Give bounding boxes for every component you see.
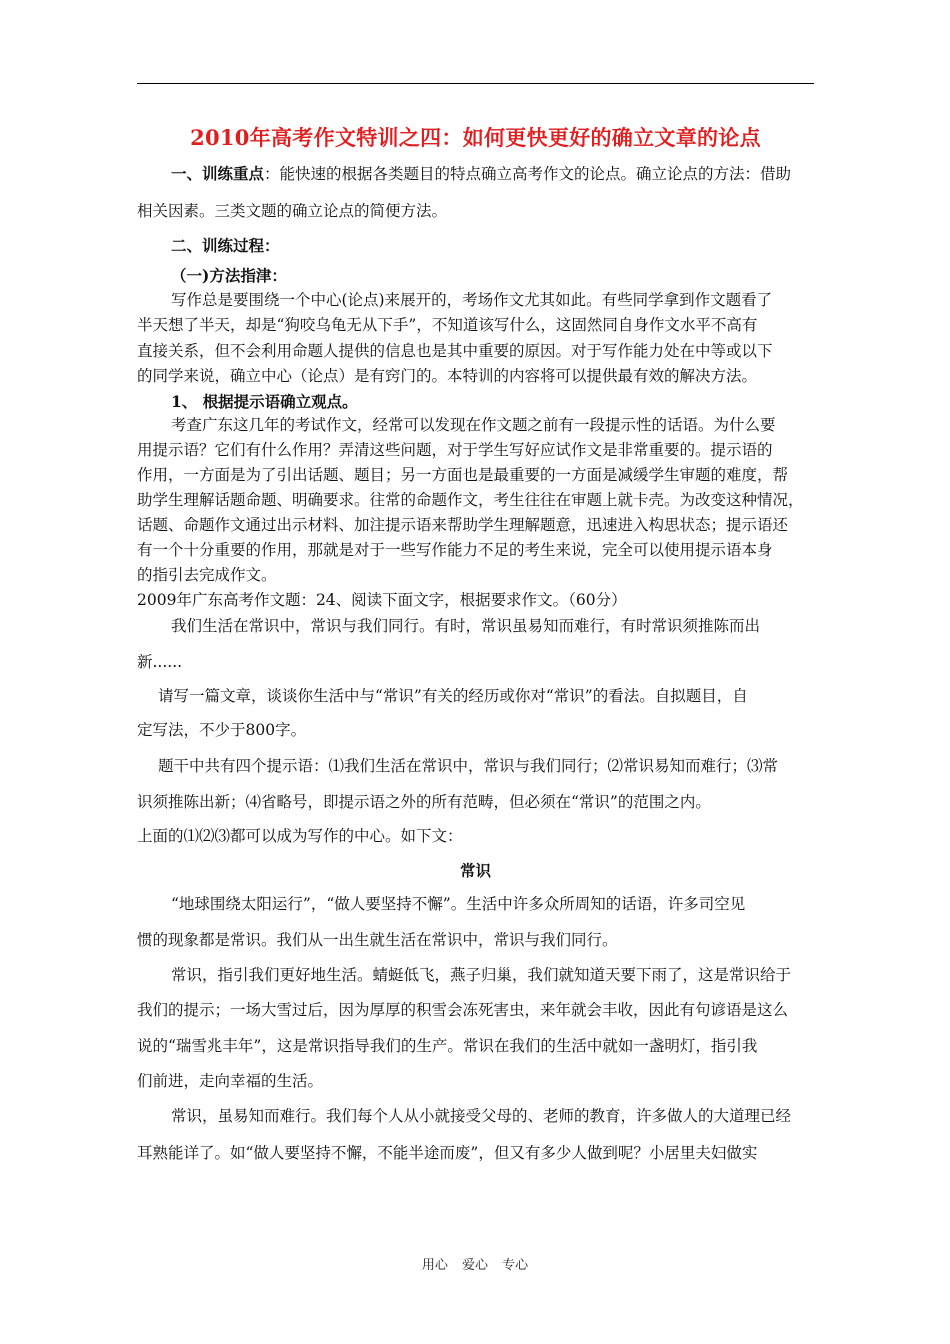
section1-line1 xyxy=(171,166,791,183)
point1-line: 的指引去完成作文。 xyxy=(137,566,277,584)
section2-heading: 二、训练过程： xyxy=(171,236,280,255)
method-line: 写作总是要围绕一个中心(论点)来展开的，考场作文尤其如此。有些同学拿到作文题看了 xyxy=(171,291,773,309)
essay-title: 常识 xyxy=(459,861,491,880)
section1-line2: 相关因素。三类文题的确立论点的简便方法。 xyxy=(137,202,448,220)
exam-prompt-line: 新...... xyxy=(137,653,183,671)
method-line: 直接关系，但不会利用命题人提供的信息也是其中重要的原因。对于写作能力处在中等或以下 xyxy=(137,342,773,360)
hint-line: 识须推陈出新；⑷省略号，即提示语之外的所有范畴，但必须在“常识”的范围之内。 xyxy=(137,793,711,811)
header-rule xyxy=(137,83,814,84)
point1-line: 有一个十分重要的作用，那就是对于一些写作能力不足的考生来说，完全可以使用提示语本身 xyxy=(137,541,773,559)
section1-label: 一、训练重点 xyxy=(171,164,265,183)
essay-p3-line: 耳熟能详了。如“做人要坚持不懈，不能半途而废”，但又有多少人做到呢？小居里夫妇做实 xyxy=(137,1144,758,1162)
essay-p3-line: 常识，虽易知而难行。我们每个人从小就接受父母的、老师的教育，许多做人的大道理已经 xyxy=(171,1107,792,1125)
hint-line: 上面的⑴⑵⑶都可以成为写作的中心。如下文： xyxy=(137,827,463,845)
exam-requirement-line: 定写法，不少于800字。 xyxy=(137,721,307,739)
point1-heading: 1、 根据提示语确立观点。 xyxy=(171,392,358,411)
page-footer: 用心 爱心 专心 xyxy=(421,1258,529,1273)
point1-line: 话题、命题作文通过出示材料、加注提示语来帮助学生理解题意，迅速进入构思状态；提示语还 xyxy=(137,516,789,534)
essay-p2-line: 说的“瑞雪兆丰年”，这是常识指导我们的生产。常识在我们的生活中就如一盏明灯，指引我 xyxy=(137,1037,758,1055)
essay-p2-line: 我们的提示；一场大雪过后，因为厚厚的积雪会冻死害虫，来年就会丰收，因此有句谚语是这么 xyxy=(137,1001,789,1019)
exam-prompt-line: 我们生活在常识中，常识与我们同行。有时，常识虽易知而难行，有时常识须推陈而出 xyxy=(171,617,761,635)
essay-p2-line: 常识，指引我们更好地生活。蜻蜓低飞，燕子归巢，我们就知道天要下雨了，这是常识给于 xyxy=(171,966,792,984)
exam-requirement-line: 请写一篇文章，谈谈你生活中与“常识”有关的经历或你对“常识”的看法。自拟题目，自 xyxy=(158,687,748,705)
essay-p2-line: 们前进，走向幸福的生活。 xyxy=(137,1072,324,1090)
exam-line: 2009年广东高考作文题：24、阅读下面文字，根据要求作文。（60分） xyxy=(137,591,627,609)
essay-p1-line: 惯的现象都是常识。我们从一出生就生活在常识中，常识与我们同行。 xyxy=(137,931,618,949)
point1-line: 助学生理解话题命题、明确要求。往常的命题作文，考生往往在审题上就卡壳。为改变这种情况， xyxy=(137,491,804,509)
document-title: 2010年高考作文特训之四：如何更快更好的确立文章的论点 xyxy=(190,125,761,150)
essay-p1-line: “地球围绕太阳运行”，“做人要坚持不懈”。生活中许多众所周知的话语，许多司空见 xyxy=(171,895,746,913)
hint-line: 题干中共有四个提示语：⑴我们生活在常识中，常识与我们同行；⑵常识易知而难行；⑶常 xyxy=(158,757,779,775)
method-heading: （一)方法指津： xyxy=(171,266,287,285)
point1-line: 作用，一方面是为了引出话题、题目；另一方面也是最重要的一方面是减缓学生审题的难度，帮 xyxy=(137,466,789,484)
method-line: 半天想了半天，却是“狗咬乌龟无从下手”，不知道该写什么，这固然同自身作文水平不高有 xyxy=(137,316,758,334)
point1-line: 用提示语？它们有什么作用？弄清这些问题，对于学生写好应试作文是非常重要的。提示语的 xyxy=(137,441,773,459)
section1-text: ：能快速的根据各类题目的特点确立高考作文的论点。确立论点的方法：借助 xyxy=(264,165,792,183)
method-line: 的同学来说，确立中心（论点）是有窍门的。本特训的内容将可以提供最有效的解决方法。 xyxy=(137,367,758,385)
point1-line: 考查广东这几年的考试作文，经常可以发现在作文题之前有一段提示性的话语。为什么要 xyxy=(171,416,776,434)
